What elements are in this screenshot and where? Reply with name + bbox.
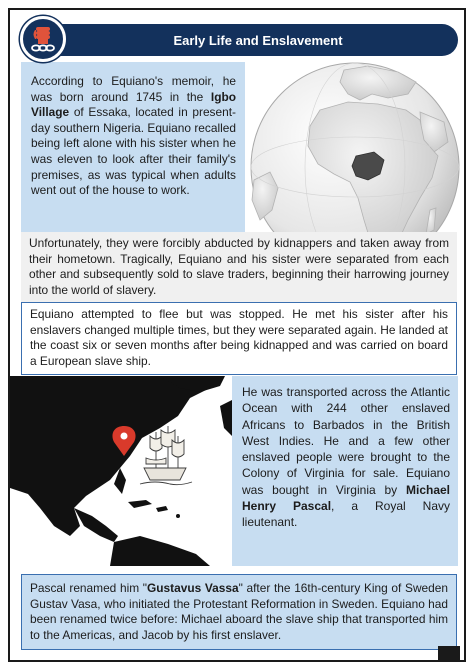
renaming-text-start: Pascal renamed him " bbox=[30, 581, 148, 595]
gustavus-vassa-bold: Gustavus Vassa bbox=[147, 581, 239, 595]
birth-paragraph bbox=[21, 62, 245, 232]
renaming-paragraph bbox=[21, 574, 457, 650]
page-corner-mark bbox=[438, 646, 460, 660]
transport-text-start: He was transported across the Atlantic Ocean with 244 other enslaved Africans to Barbados in the British West Indies. He and a few other enslaved people were brought to the Colony of Virginia for sale. Equiano was bought in Virginia by bbox=[242, 385, 450, 497]
escape-paragraph bbox=[21, 302, 457, 375]
sailing-ship-icon bbox=[140, 426, 192, 485]
page-title: Early Life and Enslavement bbox=[173, 32, 343, 48]
transport-paragraph bbox=[232, 376, 458, 566]
birth-text-end: of Essaka, located in present-day southern Nigeria. Equiano recalled being left alone with his sister when he was eleven to look after their family's premises, as was typical when adults went out of the house to work. bbox=[31, 105, 236, 198]
abduction-paragraph bbox=[21, 232, 457, 302]
abduction-text: Unfortunately, they were forcibly abducted by kidnappers and taken away from their hometown. Tragically, Equiano and his sister were separated from each other and subsequently sold to slave traders, beginning their harrowing journey into the world of slavery. bbox=[29, 236, 449, 297]
michael-henry-pascal-bold: Michael Henry Pascal bbox=[242, 482, 450, 514]
escape-text: Equiano attempted to flee but was stopped. He met his sister after his enslavers changed multiple times, but they were separated again. He landed at the coast six or seven months after being kidnapped and was carried on board a European slave ship. bbox=[30, 307, 448, 368]
renaming-text-end: " after the 16th-century King of Sweden Gustav Vasa, who initiated the Protestant Reformation in Sweden. Equiano had been renamed twice before: Michael aboard the slave ship that transported him to the Americas, and Jacob by his first enslaver. bbox=[30, 581, 448, 642]
birth-text-start: According to Equiano's memoir, he was born around 1745 in the bbox=[31, 74, 236, 104]
transport-text-end: , a Royal Navy lieutenant. bbox=[242, 499, 450, 530]
atlantic-map-section bbox=[10, 376, 466, 566]
header-bar bbox=[28, 24, 458, 56]
worksheet-page bbox=[8, 8, 466, 662]
raised-fist-icon bbox=[20, 16, 66, 62]
igbo-village-bold: Igbo Village bbox=[31, 89, 236, 120]
